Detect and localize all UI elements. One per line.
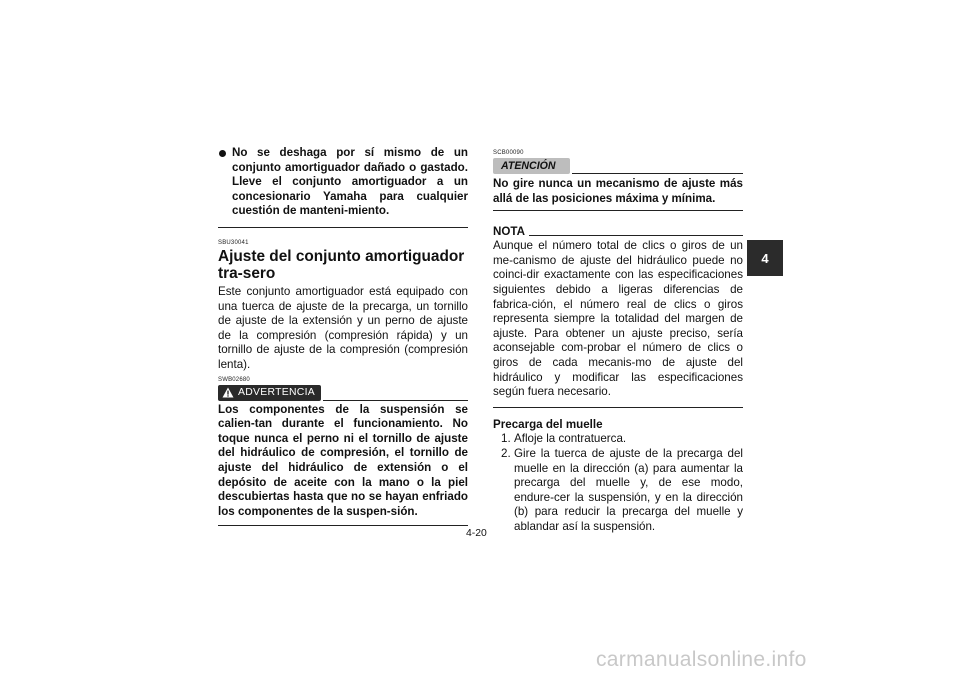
section-title: Ajuste del conjunto amortiguador tra-sero: [218, 247, 465, 282]
warning-label: ADVERTENCIA: [238, 387, 316, 399]
step-number: 2.: [501, 446, 511, 460]
warning-rule: [323, 400, 468, 401]
divider: [493, 210, 743, 211]
page-number: 4-20: [466, 528, 487, 539]
bullet-dot-icon: [219, 150, 226, 157]
list-item: [493, 447, 743, 535]
right-column: [493, 146, 743, 534]
left-column: [218, 146, 468, 526]
step-text: Gire la tuerca de ajuste de la precarga del muelle en la dirección (a) para aumentar la precarga del muelle y, de ese modo, endure-cer la suspensión, y en la dirección (b) para reducir la precarga del muelle y ablandar así la suspensión.: [514, 446, 743, 533]
bullet-item: [218, 146, 468, 219]
warning-code: SWB02680: [218, 376, 250, 383]
caution-header: [493, 158, 743, 174]
steps-list: [493, 432, 743, 534]
note-header: [493, 225, 743, 239]
caution-text: No gire nunca un mecanismo de ajuste más allá de las posiciones máxima y mínima.: [493, 177, 743, 205]
caution-badge: ATENCIÓN: [493, 158, 570, 174]
divider: [493, 407, 743, 408]
section-code: SBU30041: [218, 239, 249, 246]
note-text: Aunque el número total de clics o giros de un me-canismo de ajuste del hidráulico puede no coinci-dir exactamente con las especificaciones siguientes debido a ligeras diferencias de fabrica-ción, el número real de clics o giros representa siempre la totalidad del margen de ajuste. Para obtener un ajuste preciso, sería aconsejable com-probar el número de clics o giros de cada mecanis-mo de ajuste del hidráulico y modificar las especificaciones según fuera necesario.: [493, 239, 743, 399]
section-body: Este conjunto amortiguador está equipado con una tuerca de ajuste de la precarga, un tornillo de ajuste de la extensión y un perno de ajuste de la compresión (compresión rápida) y un tornillo de ajuste de la compresión (compresión lenta).: [218, 284, 468, 371]
watermark: carmanualsonline.info: [596, 648, 807, 671]
list-item: [493, 432, 743, 447]
step-text: Afloje la contratuerca.: [514, 432, 627, 446]
step-number: 1.: [501, 432, 511, 446]
warning-text: Los componentes de la suspensión se calien-tan durante el funcionamiento. No toque nunca el perno ni el tornillo de ajuste del hidráulico de compresión, el tornillo de ajuste del hidráulico de extensión o el depósito de aceite con la mano o la piel descubiertas hasta que no se hayan enfriado los componentes de la suspen-sión.: [218, 402, 468, 518]
divider: [218, 525, 468, 526]
chapter-tab: 4: [747, 240, 783, 276]
note-label: NOTA: [493, 225, 525, 239]
caution-code: SCB00090: [493, 150, 524, 156]
warning-header: [218, 385, 468, 401]
warning-badge: [218, 385, 321, 401]
divider: [218, 227, 468, 228]
subheading: Precarga del muelle: [493, 417, 603, 431]
bullet-text: No se deshaga por sí mismo de un conjunto amortiguador dañado o gastado. Lleve el conjunto amortiguador a un concesionario Yamaha para cualquier cuestión de manteni-miento.: [232, 146, 468, 218]
warning-triangle-icon: [222, 387, 234, 398]
caution-rule: [572, 173, 743, 174]
note-rule: [529, 235, 743, 236]
